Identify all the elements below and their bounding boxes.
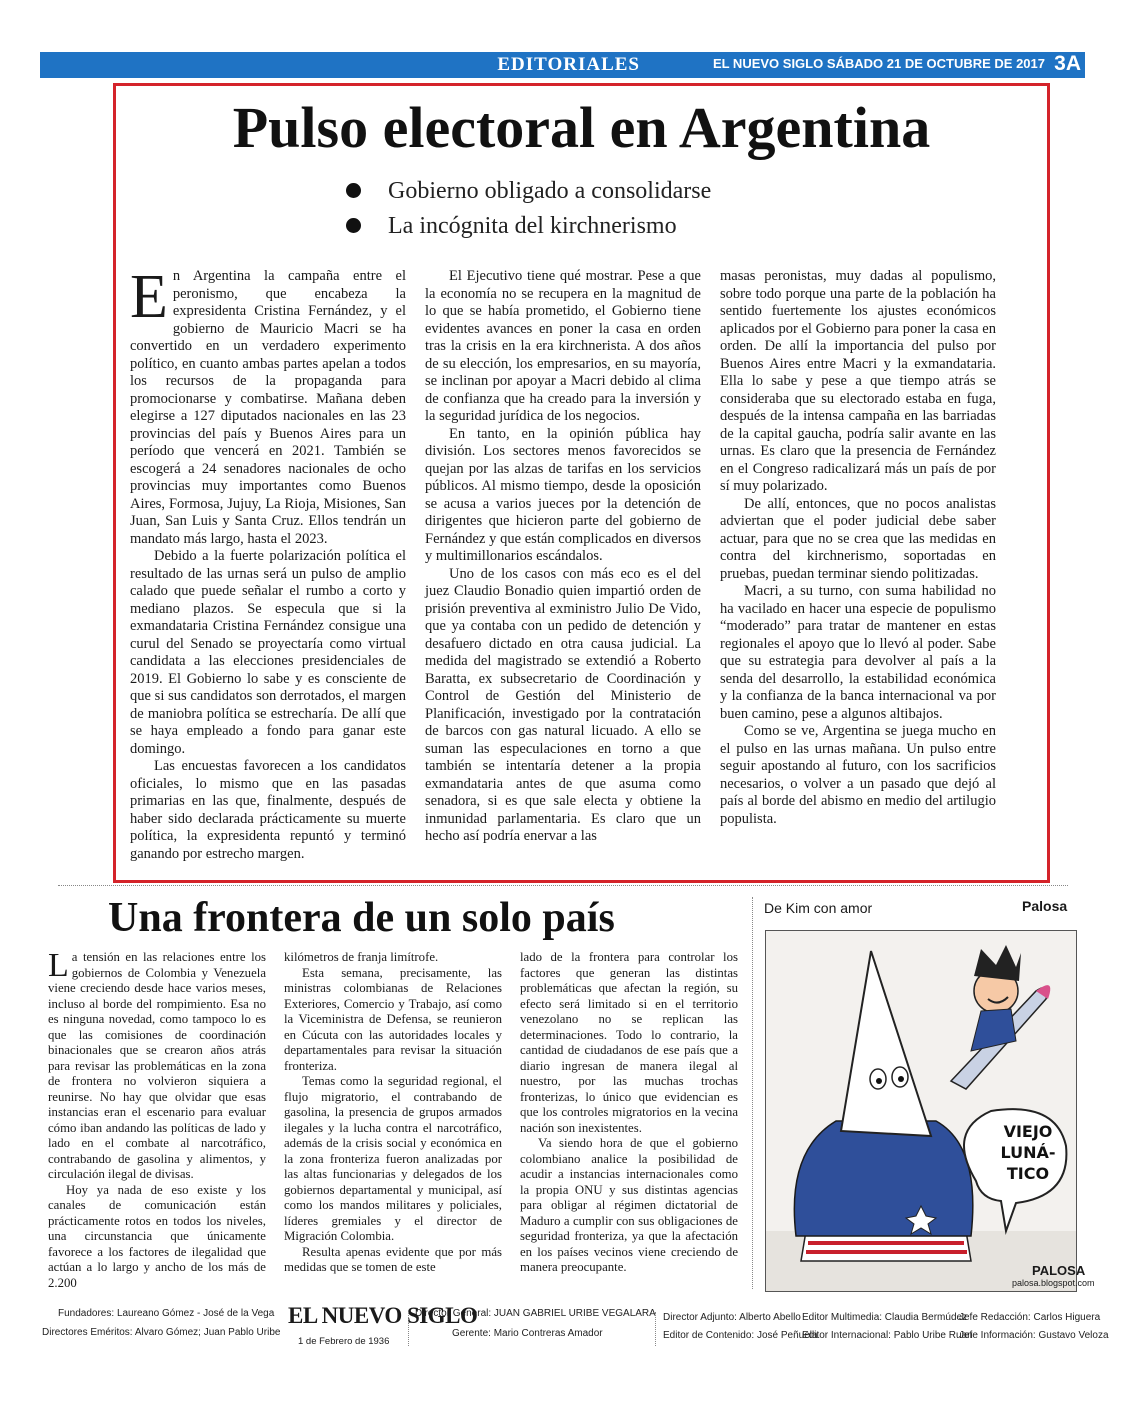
- cartoonist-url: palosa.blogspot.com: [1012, 1278, 1095, 1288]
- main-editorial-box: [113, 83, 1050, 883]
- international-editor: Editor Internacional: Pablo Uribe Ruan: [802, 1330, 973, 1341]
- cartoon-author: Palosa: [1022, 898, 1068, 914]
- multimedia-editor: Editor Multimedia: Claudia Bermúdez: [802, 1312, 968, 1323]
- cartoon-title: De Kim con amor: [764, 900, 873, 916]
- section-name: EDITORIALES: [497, 54, 640, 75]
- founding-date: 1 de Febrero de 1936: [298, 1336, 390, 1347]
- article-column: [130, 263, 406, 863]
- article-column: [520, 950, 738, 1291]
- dateline: EL NUEVO SIGLO SÁBADO 21 DE OCTUBRE DE 2017: [712, 56, 1045, 71]
- paragraph: lado de la frontera para controlar los factores que generan las distintas problemáticas que afectan la región, su efecto será limitado si en el territorio venezolano no se replican las determinaciones. Todo lo contrario, la cantidad de ciudadanos de ese país que a diario ingresan de manera ilegal al nuestro, por las muchas trochas fronterizas, lo único que evidencian es que los controles migratorios en la vecina nación son inexistentes.: [520, 950, 738, 1135]
- deputy-director: Director Adjunto: Alberto Abello: [663, 1312, 801, 1323]
- staff-box: [0, 1305, 1125, 1355]
- main-headline: Pulso electoral en Argentina: [232, 95, 931, 160]
- label: Fundadores:: [58, 1308, 115, 1319]
- subhead-bullet: La incógnita del kirchnerismo: [346, 209, 711, 244]
- paragraph: masas peronistas, muy dadas al populismo, sobre todo porque una parte de la población ha sentido fuertemente los ajustes económicos aplicados por el Gobierno para poner la casa en orden. De allí la importancia del pulso por Buenos Aires entre Macri y la exmandataria. Ella lo sabe y pese a que tiempo atrás se consideraba que su electorado estaba en fuga, después de la intensa campaña en las barriadas de la capital gaucha, podría salir avante en las urnas. Es claro que la presencia de Fernández en el Congreso radicalizará más un país de por sí muy polarizado.: [720, 268, 996, 494]
- paragraph: Resulta apenas evidente que por más medidas que se tomen de este: [284, 1244, 502, 1274]
- subheads: [346, 174, 711, 244]
- paragraph: De allí, entonces, que no pocos analistas adviertan que el poder judicial debe saber actuar, para que no se crea que las medidas en contra del kirchnerismo, soportadas en pruebas, puedan terminar siendo politizadas.: [720, 495, 996, 582]
- director-general: Director General: JUAN GABRIEL URIBE VEGALARA: [415, 1308, 656, 1319]
- article-column: [284, 950, 502, 1291]
- divider: [58, 885, 1068, 886]
- paragraph: Como se ve, Argentina se juega mucho en el pulso en las urnas mañana. Un pulso entre seguir apostando al futuro, con los sacrificios necesarios, o volver a un pasado que dejó al país al borde del abismo en medio del artilugio populista.: [720, 723, 996, 827]
- dropcap: L: [48, 947, 69, 984]
- section-header-bar: [40, 52, 1085, 78]
- second-article-body: [48, 947, 738, 1291]
- article-column: [425, 268, 701, 863]
- editorial-cartoon: [765, 930, 1077, 1292]
- page-number: 3A: [1054, 52, 1081, 75]
- paragraph: En tanto, en la opinión pública hay división. Los sectores menos favorecidos se quejan por las alzas de tarifas en los servicios públicos. Al mismo tiempo, desde la oposición se acusa a varios jueces por la detención de dirigentes que hicieron parte del gobierno de Fernández y que están complicados en diversos y multimillonarios escándalos.: [425, 425, 701, 564]
- paragraph: Va siendo hora de que el gobierno colombiano analice la posibilidad de acudir a instancias internacionales como la propia ONU y sus distintas agencias para obligar al régimen dictatorial de Maduro a cumplir con sus obligaciones de seguridad fronteriza, ya que la afectación en los países vecinos viene creciendo de manera preocupante.: [520, 1136, 738, 1274]
- speech-bubble-text: [988, 1121, 1068, 1184]
- main-article-body: [130, 263, 996, 863]
- speech-line: LUNÁ-: [1000, 1143, 1056, 1162]
- dropcap: E: [130, 263, 168, 331]
- emeritus-directors: Alvaro Gómez; Juan Pablo Uribe: [134, 1327, 281, 1338]
- content-editor: Editor de Contenido: José Peñuela: [663, 1330, 818, 1341]
- paragraph: Uno de los casos con más eco es el del juez Claudio Bonadio quien impartió orden de prisión preventiva al exministro Julio De Vido, que ya contaba con un pedido de detención y desafuero dictado en otra causa judicial. La medida del magistrado se extendió a Roberto Baratta, ex subsecretario de Coordinación y Control de Gestión del Ministerio de Planificación, investigado por la contratación de barcos con gas natural licuado. A ello se suman las especulaciones en torno a que también se intentaría detener a la propia exmandataria antes de que asuma como senadora, si es que sale electa y obtiene la inmunidad parlamentaria. Es claro que un hecho así podría enervar a las: [425, 565, 701, 844]
- speech-line: VIEJO: [1003, 1122, 1053, 1141]
- article-column: [720, 268, 996, 863]
- subhead-bullet: Gobierno obligado a consolidarse: [346, 174, 711, 209]
- newsroom-chief: Jefe Redacción: Carlos Higuera: [959, 1312, 1101, 1323]
- speech-line: TICO: [1006, 1164, 1050, 1183]
- paragraph: Esta semana, precisamente, las ministras colombianas de Relaciones Exteriores, Comercio y Trabajo, así como la Viceministra de Defensa, se reunieron en Cúcuta con las autoridades locales y departamentales para revisar la situación fronteriza.: [284, 965, 502, 1073]
- divider: [408, 1312, 409, 1346]
- manager: Gerente: Mario Contreras Amador: [452, 1328, 603, 1339]
- paragraph: Las encuestas favorecen a los candidatos oficiales, lo mismo que en las pasadas primarias en las que, finalmente, después de haber sido declarada prácticamente su muerte política, la expresidenta repuntó y terminó ganando por estrecho margen.: [130, 758, 406, 862]
- masthead-logo: EL NUEVO SIGLO: [288, 1303, 478, 1328]
- paragraph: Macri, a su turno, con suma habilidad no ha vacilado en hacer una especie de populismo “moderado” para tratar de mantener en estas regionales el apoyo que lo llevó al poder. Sabe que su estrategia para devolver al país a la senda del desarrollo, la estabilidad económica y la confianza de la banca internacional va por buen camino, pese a algunos altibajos.: [720, 583, 996, 722]
- paragraph: [130, 263, 406, 548]
- paragraph: Temas como la seguridad regional, el flujo migratorio, el contrabando de gasolina, la presencia de grupos armados ilegales y la lucha contra el narcotráfico, además de la crisis social y económica en la zona fronteriza fueron analizadas por las altas funcionarias y delegados de los gobiernos departamental y municipal, así como los mandos militares y policiales, líderes gremiales y el director de Migración Colombia.: [284, 1074, 502, 1243]
- cartoonist-signature: PALOSA: [1032, 1263, 1086, 1278]
- information-chief: Jefe Información: Gustavo Veloza: [959, 1330, 1109, 1341]
- paragraph: El Ejecutivo tiene qué mostrar. Pese a que la economía no se recupera en la magnitud de lo que se había prometido, el Gobierno tiene evidentes avances en poner la casa en orden tras la crisis en la era kirchnerista. A dos años de su elección, los empresarios, en su mayoría, se inclinan por apoyar a Macri debido al clima de confianza que ha creado para la inversión y la seguridad jurídica de los negocios.: [425, 268, 701, 424]
- second-headline: Una frontera de un solo país: [108, 895, 615, 941]
- paragraph-text: a tensión en las relaciones entre los gobiernos de Colombia y Venezuela viene creciendo desde hace varios meses, incluso al borde del rompimiento. Esa no es ninguna novedad, como tampoco lo es que las comisiones de coordinación binacionales que se crearon años atrás para revisar las problemáticas en la zona de frontera no volvieron siquiera a reunirse. No hay que olvidar que esas instancias eran el escenario para evaluar cómo iban andando las políticas de lado y lado en el combate al narcotráfico, contrabando de gasolina y alimentos, y circulación ilegal de divisas.: [48, 950, 266, 1181]
- paragraph: Debido a la fuerte polarización política el resultado de las urnas será un pulso de amplio calado que puede señalar el rumbo a corto y mediano plazos. Se especula que si la exmandataria Cristina Fernández consigue una curul del Senado se proyectaría como virtual candidata a las elecciones presidenciales de 2019. El Gobierno lo sabe y es consciente de que si sus candidatos son derrotados, el margen de maniobra política se estrecharía. De allí que se haya empleado a fondo para ganar este domingo.: [130, 548, 406, 757]
- founders: Laureano Gómez - José de la Vega: [116, 1308, 275, 1319]
- founders-line: [58, 1308, 274, 1319]
- paragraph-text: n Argentina la campaña entre el peronismo, que encabeza la expresidenta Cristina Fernández, y el gobierno de Mauricio Macri se ha convertido en un verdadero experimento político, en cuanto ambas partes apelan a todos los recursos de la propaganda para promocionarse y combatirse. Mañana deben elegirse a 127 diputados nacionales en las 23 provincias del país y Buenos Aires para un período que vencerá en 2021. También se escogerá a 24 senadores nacionales de ocho provincias muy importantes como Buenos Aires, Formosa, Jujuy, La Rioja, Misiones, San Juan, San Luis y Santa Cruz. Ellos tendrán un mandato más largo, hasta el 2023.: [130, 268, 406, 547]
- paragraph: Hoy ya nada de eso existe y los canales de comunicación están prácticamente rotos en todos los niveles, una circunstancia que únicamente favorece a los factores de ilegalidad que actúan a lo largo y ancho de los más de 2.200: [48, 1182, 266, 1290]
- cartoon-illustration: [766, 931, 1076, 1291]
- paragraph: [48, 947, 266, 1183]
- article-column: [48, 947, 266, 1291]
- label: Directores Eméritos:: [42, 1327, 133, 1338]
- divider: [655, 1312, 656, 1346]
- divider: [752, 897, 753, 1289]
- emeritus-line: [42, 1327, 280, 1338]
- paragraph: kilómetros de franja limítrofe.: [284, 950, 439, 964]
